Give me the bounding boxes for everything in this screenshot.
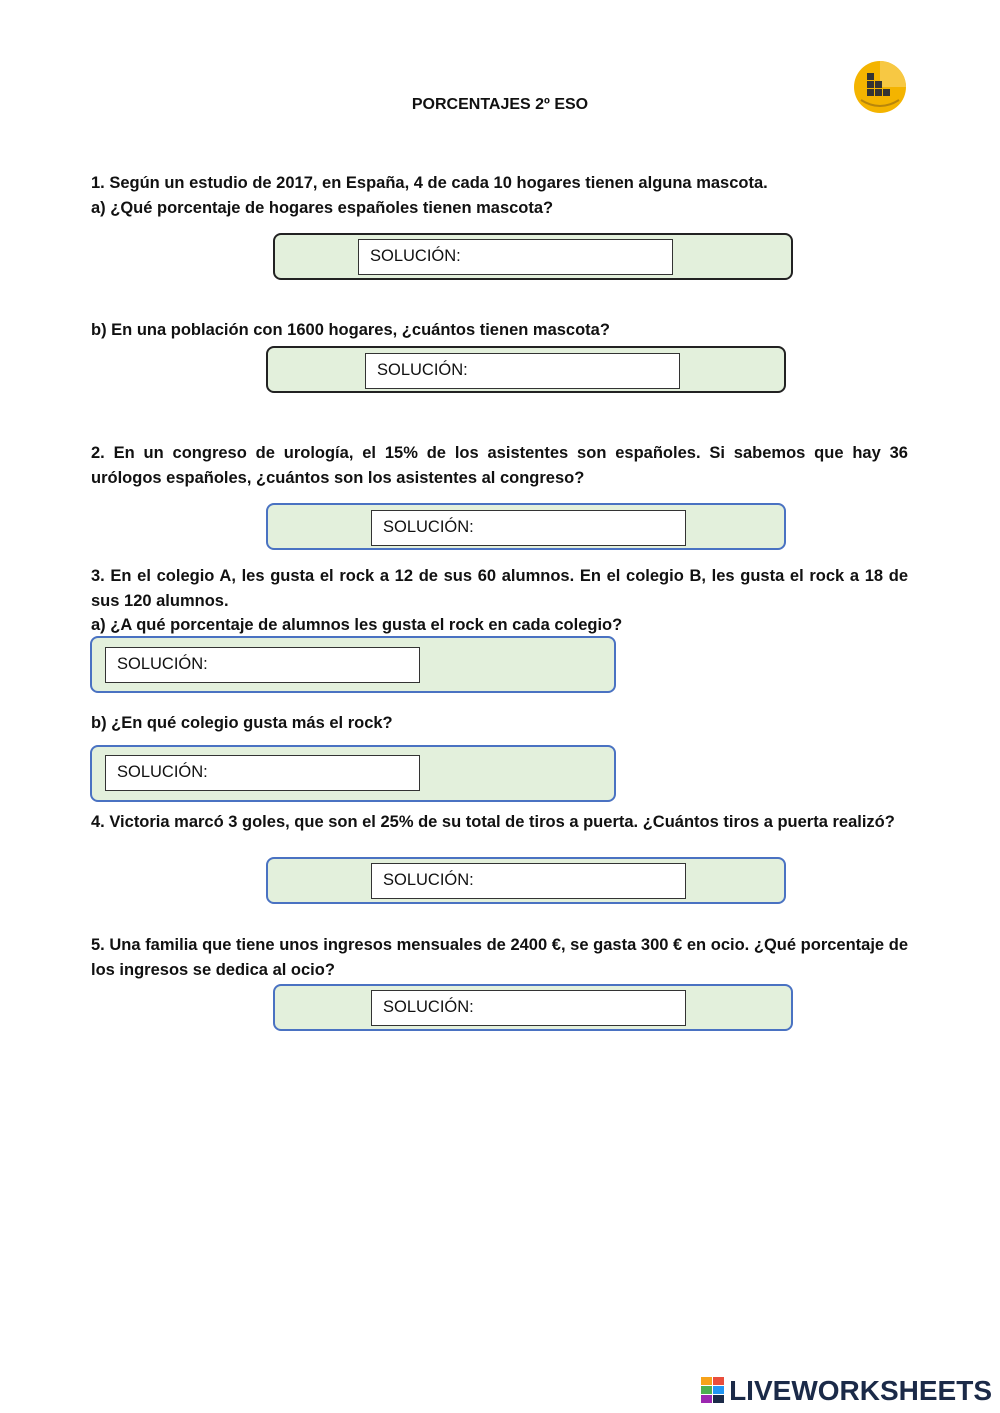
- answer-box-2: [266, 503, 786, 550]
- solution-label-1b: SOLUCIÓN:: [365, 353, 680, 389]
- solution-label-5: SOLUCIÓN:: [371, 990, 686, 1026]
- question-3-text: 3. En el colegio A, les gusta el rock a 12 de sus 60 alumnos. En el colegio B, les gusta el rock a 18 de sus 120 alumnos.: [91, 567, 908, 610]
- page-title: PORCENTAJES 2º ESO: [411, 96, 589, 113]
- question-5-text: 5. Una familia que tiene unos ingresos mensuales de 2400 €, se gasta 300 € en ocio. ¿Qué porcentaje de los ingresos se dedica al ocio?: [91, 936, 908, 979]
- answer-box-5: [273, 984, 793, 1031]
- answer-input-1a[interactable]: [475, 245, 669, 271]
- answer-box-4: [266, 857, 786, 904]
- answer-box-3b: [90, 745, 616, 802]
- liveworksheets-logo-icon: [701, 1377, 725, 1405]
- liveworksheets-brand: [701, 1375, 992, 1407]
- answer-input-2[interactable]: [488, 516, 682, 542]
- question-4-text: 4. Victoria marcó 3 goles, que son el 25% de su total de tiros a puerta. ¿Cuántos tiros a puerta realizó?: [91, 813, 895, 831]
- solution-label-1a: SOLUCIÓN:: [358, 239, 673, 275]
- answer-box-1a: [273, 233, 793, 280]
- solution-label-4: SOLUCIÓN:: [371, 863, 686, 899]
- liveworksheets-wordmark: LIVEWORKSHEETS: [729, 1375, 992, 1406]
- answer-input-5[interactable]: [488, 996, 682, 1022]
- answer-input-4[interactable]: [488, 869, 682, 895]
- solution-label-3b: SOLUCIÓN:: [105, 755, 420, 791]
- school-logo: [853, 60, 907, 114]
- question-3b-text: b) ¿En qué colegio gusta más el rock?: [91, 714, 393, 732]
- solution-label-2: SOLUCIÓN:: [371, 510, 686, 546]
- answer-input-1b[interactable]: [482, 359, 676, 385]
- solution-label-3a: SOLUCIÓN:: [105, 647, 420, 683]
- question-2-text: 2. En un congreso de urología, el 15% de los asistentes son españoles. Si sabemos que hay 36 urólogos españoles, ¿cuántos son los asistentes al congreso?: [91, 444, 908, 487]
- question-1-text: 1. Según un estudio de 2017, en España, 4 de cada 10 hogares tienen alguna mascota.: [91, 174, 768, 192]
- answer-input-3b[interactable]: [222, 761, 416, 787]
- answer-box-3a: [90, 636, 616, 693]
- question-1b-text: b) En una población con 1600 hogares, ¿cuántos tienen mascota?: [91, 321, 610, 339]
- question-3a-text: a) ¿A qué porcentaje de alumnos les gusta el rock en cada colegio?: [91, 616, 623, 634]
- answer-box-1b: [266, 346, 786, 393]
- question-1a-text: a) ¿Qué porcentaje de hogares españoles tienen mascota?: [91, 199, 554, 217]
- answer-input-3a[interactable]: [222, 653, 416, 679]
